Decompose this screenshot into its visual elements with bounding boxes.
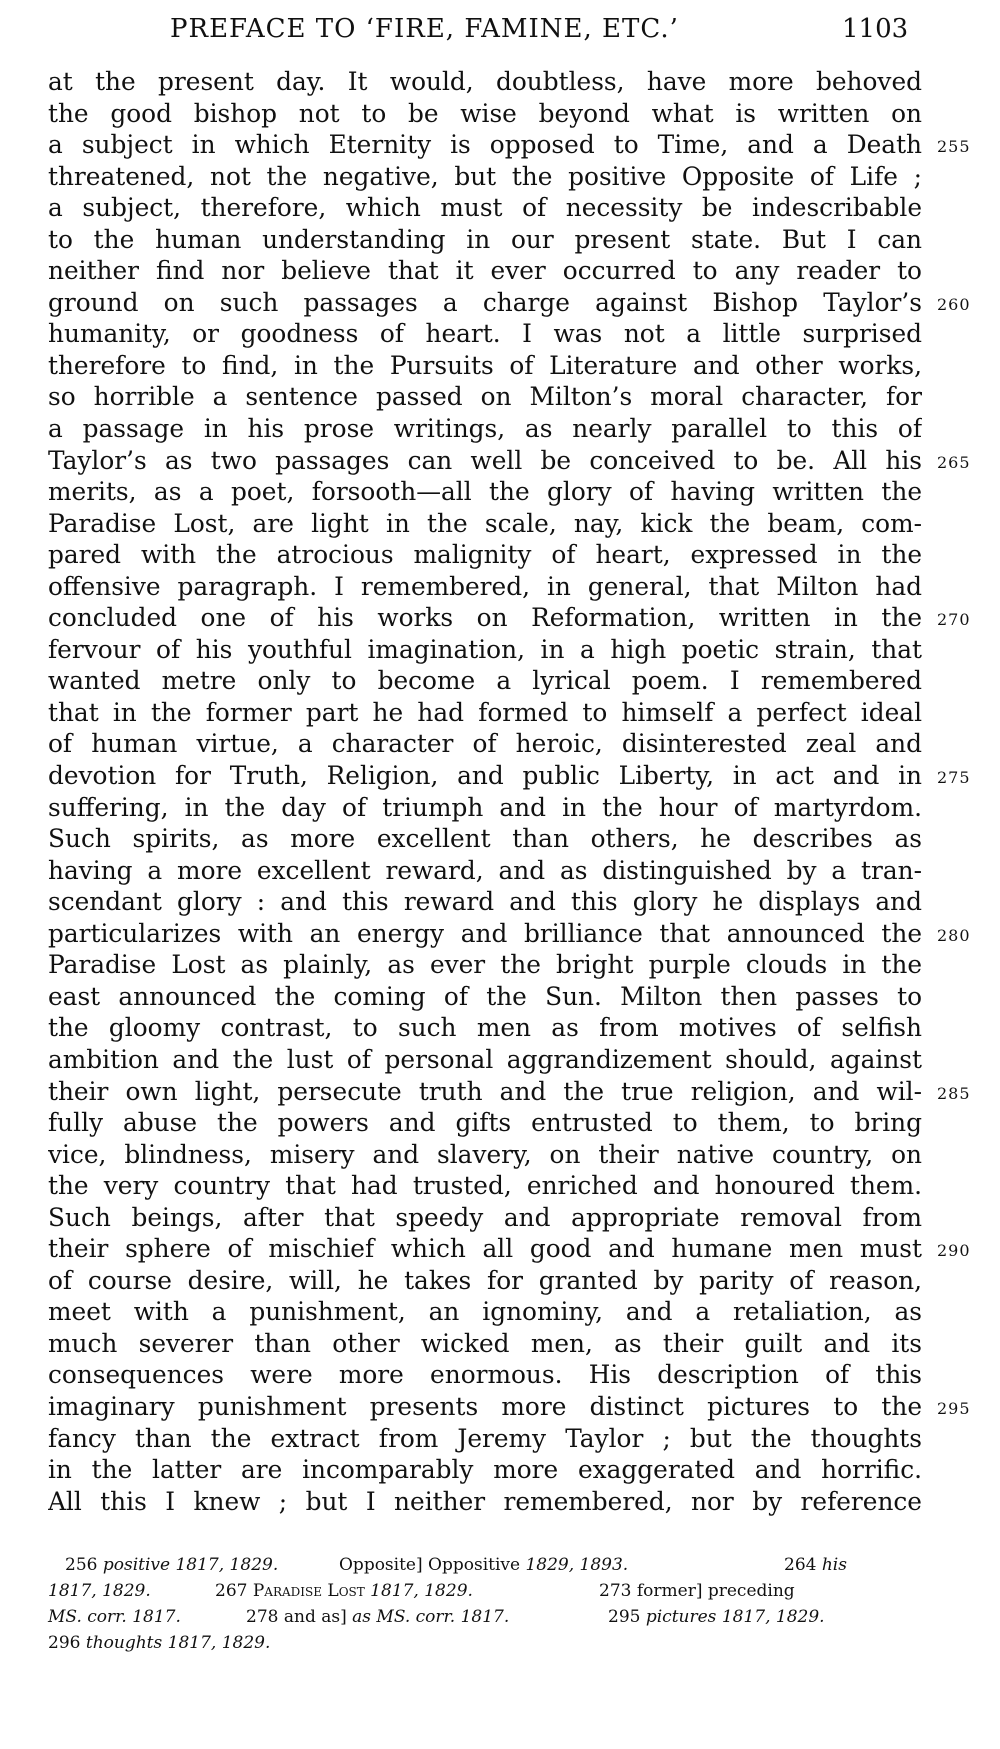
line-text: their own light, persecute truth and the true religion, and wil- [48, 1076, 922, 1106]
text-line [48, 571, 948, 603]
text-line [48, 1012, 948, 1044]
text-line [48, 1076, 971, 1108]
text-line [48, 476, 948, 508]
note-line-1 [48, 1552, 948, 1578]
text-line [48, 224, 948, 256]
text-line [48, 855, 948, 887]
line-number: 255 [937, 137, 971, 157]
line-text: the very country that had trusted, enriched and honoured them. [48, 1171, 922, 1201]
line-text: east announced the coming of the Sun. Milton then passes to [48, 981, 922, 1011]
line-text: suffering, in the day of triumph and in the hour of martyrdom. [48, 792, 922, 822]
text-line [48, 760, 971, 792]
text-line [48, 602, 971, 634]
text-line [48, 1454, 948, 1486]
text-line [48, 413, 948, 445]
note-296: 296 thoughts 1817, 1829. [48, 1633, 271, 1653]
line-text: imaginary punishment presents more distinct pictures to the [48, 1391, 922, 1421]
line-text: humanity, or goodness of heart. I was not a little surprised [48, 319, 922, 349]
note-267: 267 Paradise Lost 1817, 1829. [215, 1581, 473, 1601]
text-line [48, 823, 948, 855]
line-text: fancy than the extract from Jeremy Taylor ; but the thoughts [48, 1423, 922, 1453]
line-text: that in the former part he had formed to himself a perfect ideal [48, 697, 922, 727]
note-line-3 [48, 1604, 948, 1630]
text-line [48, 539, 948, 571]
line-text: Paradise Lost, are light in the scale, nay, kick the beam, com- [48, 508, 922, 538]
body-text [48, 66, 971, 1517]
text-line [48, 918, 971, 950]
text-line [48, 129, 971, 161]
text-line [48, 318, 948, 350]
line-number: 260 [937, 294, 971, 314]
line-text: neither find nor believe that it ever occurred to any reader to [48, 256, 922, 286]
line-number: 275 [937, 768, 971, 788]
text-line [48, 949, 948, 981]
line-text: All this I knew ; but I neither remembered, nor by reference [48, 1486, 922, 1516]
text-line [48, 508, 948, 540]
line-text: merits, as a poet, forsooth—all the glory of having written the [48, 477, 922, 507]
note-273-source: MS. corr. 1817. [48, 1607, 181, 1627]
line-text: a subject, therefore, which must of necessity be indescribable [48, 193, 922, 223]
line-text: at the present day. It would, doubtless, have more behoved [48, 67, 922, 96]
line-text: the good bishop not to be wise beyond what is written on [48, 98, 922, 128]
line-number: 265 [937, 452, 971, 472]
line-text: wanted metre only to become a lyrical poem. I remembered [48, 666, 922, 696]
text-line [48, 255, 948, 287]
note-278: 278 and as] as MS. corr. 1817. [246, 1607, 510, 1627]
text-line [48, 792, 948, 824]
text-line [48, 445, 971, 477]
line-text: vice, blindness, misery and slavery, on their native country, on [48, 1139, 922, 1169]
line-number: 285 [937, 1083, 971, 1103]
line-text: threatened, not the negative, but the positive Opposite of Life ; [48, 161, 922, 191]
line-text: concluded one of his works on Reformation, written in the [48, 603, 922, 633]
text-line [48, 1044, 948, 1076]
line-number: 290 [937, 1241, 971, 1261]
text-line [48, 1265, 948, 1297]
text-line [48, 381, 948, 413]
text-line [48, 1423, 948, 1455]
line-number: 295 [937, 1398, 971, 1418]
text-line [48, 161, 948, 193]
text-line [48, 1328, 948, 1360]
running-header [0, 14, 1000, 54]
line-text: pared with the atrocious malignity of heart, expressed in the [48, 540, 922, 570]
line-text: therefore to find, in the Pursuits of Literature and other works, [48, 350, 922, 380]
text-line [48, 697, 948, 729]
line-text: devotion for Truth, Religion, and public Liberty, in act and in [48, 761, 922, 791]
line-text: ground on such passages a charge against Bishop Taylor’s [48, 287, 922, 317]
line-text: a passage in his prose writings, as nearly parallel to this of [48, 414, 922, 444]
note-line-4 [48, 1630, 948, 1656]
line-text: Such beings, after that speedy and appropriate removal from [48, 1202, 922, 1232]
text-line [48, 665, 948, 697]
line-text: Taylor’s as two passages can well be conceived to be. All his [48, 445, 922, 475]
text-line [48, 1296, 948, 1328]
line-text: fervour of his youthful imagination, in a high poetic strain, that [48, 634, 922, 664]
text-line [48, 886, 948, 918]
note-line-2 [48, 1578, 948, 1604]
line-text: having a more excellent reward, and as distinguished by a tran- [48, 855, 922, 885]
line-text: the gloomy contrast, to such men as from motives of selfish [48, 1013, 922, 1043]
text-line [48, 66, 948, 98]
note-opposite: Opposite] Oppositive 1829, 1893. [339, 1555, 629, 1575]
line-text: Paradise Lost as plainly, as ever the bright purple clouds in the [48, 950, 922, 980]
note-264: 264 his [784, 1555, 847, 1575]
line-text: a subject in which Eternity is opposed to Time, and a Death [48, 130, 922, 160]
text-line [48, 1202, 948, 1234]
line-number: 270 [937, 610, 971, 630]
line-text: offensive paragraph. I remembered, in general, that Milton had [48, 571, 922, 601]
text-line [48, 981, 948, 1013]
text-line [48, 728, 948, 760]
line-text: their sphere of mischief which all good and humane men must [48, 1234, 922, 1264]
line-text: in the latter are incomparably more exaggerated and horrific. [48, 1455, 922, 1485]
note-295: 295 pictures 1817, 1829. [608, 1607, 825, 1627]
line-text: scendant glory : and this reward and this glory he displays and [48, 887, 922, 917]
text-line [48, 1359, 948, 1391]
note-273: 273 former] preceding [599, 1581, 795, 1601]
text-line [48, 350, 948, 382]
text-line [48, 1233, 971, 1265]
line-number: 280 [937, 925, 971, 945]
line-text: of human virtue, a character of heroic, disinterested zeal and [48, 729, 922, 759]
text-line [48, 287, 971, 319]
text-line [48, 1486, 948, 1518]
textual-notes [48, 1552, 948, 1656]
text-line [48, 1139, 948, 1171]
text-line [48, 98, 948, 130]
line-text: meet with a punishment, an ignominy, and a retaliation, as [48, 1297, 922, 1327]
line-text: consequences were more enormous. His description of this [48, 1360, 922, 1390]
page-number: 1103 [842, 14, 909, 44]
text-line [48, 634, 948, 666]
line-text: ambition and the lust of personal aggrandizement should, against [48, 1044, 922, 1074]
line-text: much severer than other wicked men, as their guilt and its [48, 1328, 922, 1358]
text-line [48, 1170, 948, 1202]
line-text: particularizes with an energy and brilliance that announced the [48, 918, 922, 948]
line-text: fully abuse the powers and gifts entrusted to them, to bring [48, 1108, 922, 1138]
text-line [48, 1107, 948, 1139]
note-256: 256 positive 1817, 1829. [65, 1555, 279, 1575]
note-264-source: 1817, 1829. [48, 1581, 151, 1601]
line-text: of course desire, will, he takes for granted by parity of reason, [48, 1265, 922, 1295]
running-title: PREFACE TO ‘FIRE, FAMINE, ETC.’ [170, 14, 679, 44]
line-text: to the human understanding in our present state. But I can [48, 224, 922, 254]
line-text: so horrible a sentence passed on Milton’s moral character, for [48, 382, 922, 412]
text-line [48, 1391, 971, 1423]
text-line [48, 192, 948, 224]
line-text: Such spirits, as more excellent than others, he describes as [48, 824, 922, 854]
